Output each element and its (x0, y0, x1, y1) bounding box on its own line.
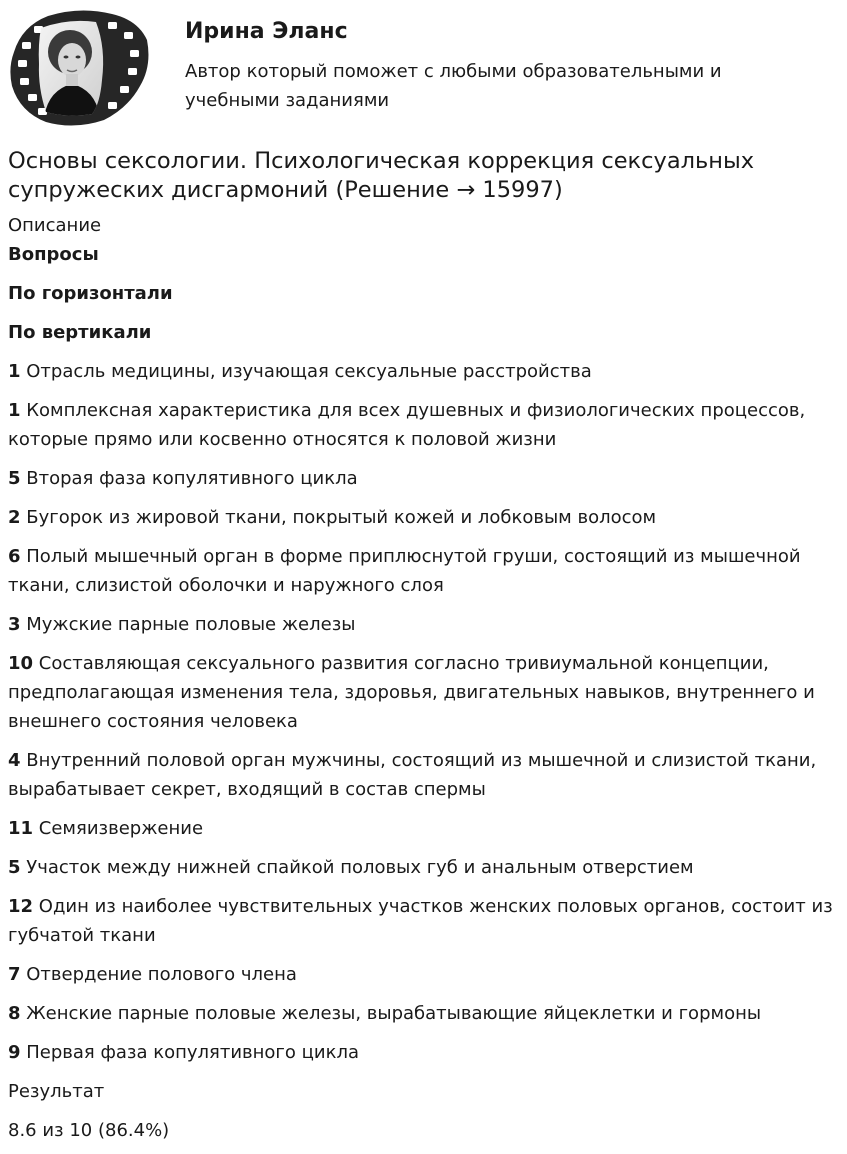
question-item (8, 542, 838, 600)
question-item (8, 396, 838, 454)
question-item (8, 814, 838, 843)
question-text: Бугорок из жировой ткани, покрытый кожей и лобковым волосом (20, 507, 657, 528)
question-item (8, 999, 838, 1028)
question-text: Вторая фаза копулятивного цикла (20, 468, 358, 489)
question-number: 5 (8, 857, 21, 878)
question-text: Первая фаза копулятивного цикла (20, 1042, 359, 1063)
description-label: Описание (8, 215, 102, 236)
question-text: Полый мышечный орган в форме приплюснутой груши, состоящий из мышечной ткани, слизистой оболочки и наружного слоя (8, 546, 801, 596)
question-number: 9 (8, 1042, 21, 1063)
question-text: Мужские парные половые железы (20, 614, 356, 635)
question-item (8, 960, 838, 989)
across-heading: По горизонтали (8, 283, 173, 304)
down-heading: По вертикали (8, 322, 152, 343)
film-strip-portrait-icon (8, 8, 150, 126)
question-item (8, 892, 838, 950)
author-card (8, 8, 838, 126)
question-text: Семяизвержение (33, 818, 204, 839)
author-avatar[interactable] (8, 8, 150, 126)
question-number: 10 (8, 653, 34, 674)
question-text: Женские парные половые железы, вырабатывающие яйцеклетки и гормоны (20, 1003, 762, 1024)
question-item (8, 746, 838, 804)
question-text: Составляющая сексуального развития согласно тривиумальной концепции, предполагающая изменения тела, здоровья, двигательных навыков, внутреннего и внешнего состояния человека (8, 653, 815, 732)
question-number: 6 (8, 546, 21, 567)
question-list (8, 357, 838, 1067)
main-content (8, 147, 838, 1145)
questions-heading: Вопросы (8, 244, 99, 265)
question-number: 5 (8, 468, 21, 489)
author-description: Автор который поможет с любыми образовательными и учебными заданиями (185, 61, 722, 111)
question-item (8, 1038, 838, 1067)
question-item (8, 649, 838, 736)
question-item (8, 503, 838, 532)
question-text: Отрасль медицины, изучающая сексуальные расстройства (20, 361, 592, 382)
result-label: Результат (8, 1081, 105, 1102)
question-number: 7 (8, 964, 21, 985)
question-number: 11 (8, 818, 34, 839)
question-item (8, 610, 838, 639)
question-number: 1 (8, 400, 21, 421)
question-text: Участок между нижней спайкой половых губ и анальным отверстием (20, 857, 694, 878)
page-title: Основы сексологии. Психологическая коррекция сексуальных супружеских дисгармоний (Решение → 15997) (8, 148, 755, 203)
question-text: Внутренний половой орган мужчины, состоящий из мышечной и слизистой ткани, вырабатывает секрет, входящий в состав спермы (8, 750, 817, 800)
question-number: 8 (8, 1003, 21, 1024)
question-item (8, 853, 838, 882)
question-text: Комплексная характеристика для всех душевных и физиологических процессов, которые прямо или косвенно относятся к половой жизни (8, 400, 806, 450)
question-text: Один из наиболее чувствительных участков женских половых органов, состоит из губчатой ткани (8, 896, 833, 946)
result-value: 8.6 из 10 (86.4%) (8, 1120, 170, 1141)
question-number: 1 (8, 361, 21, 382)
question-item (8, 357, 838, 386)
question-item (8, 464, 838, 493)
question-number: 12 (8, 896, 34, 917)
question-number: 3 (8, 614, 21, 635)
question-number: 4 (8, 750, 21, 771)
question-text: Отвердение полового члена (20, 964, 297, 985)
question-number: 2 (8, 507, 21, 528)
author-name[interactable]: Ирина Эланс (185, 19, 348, 44)
